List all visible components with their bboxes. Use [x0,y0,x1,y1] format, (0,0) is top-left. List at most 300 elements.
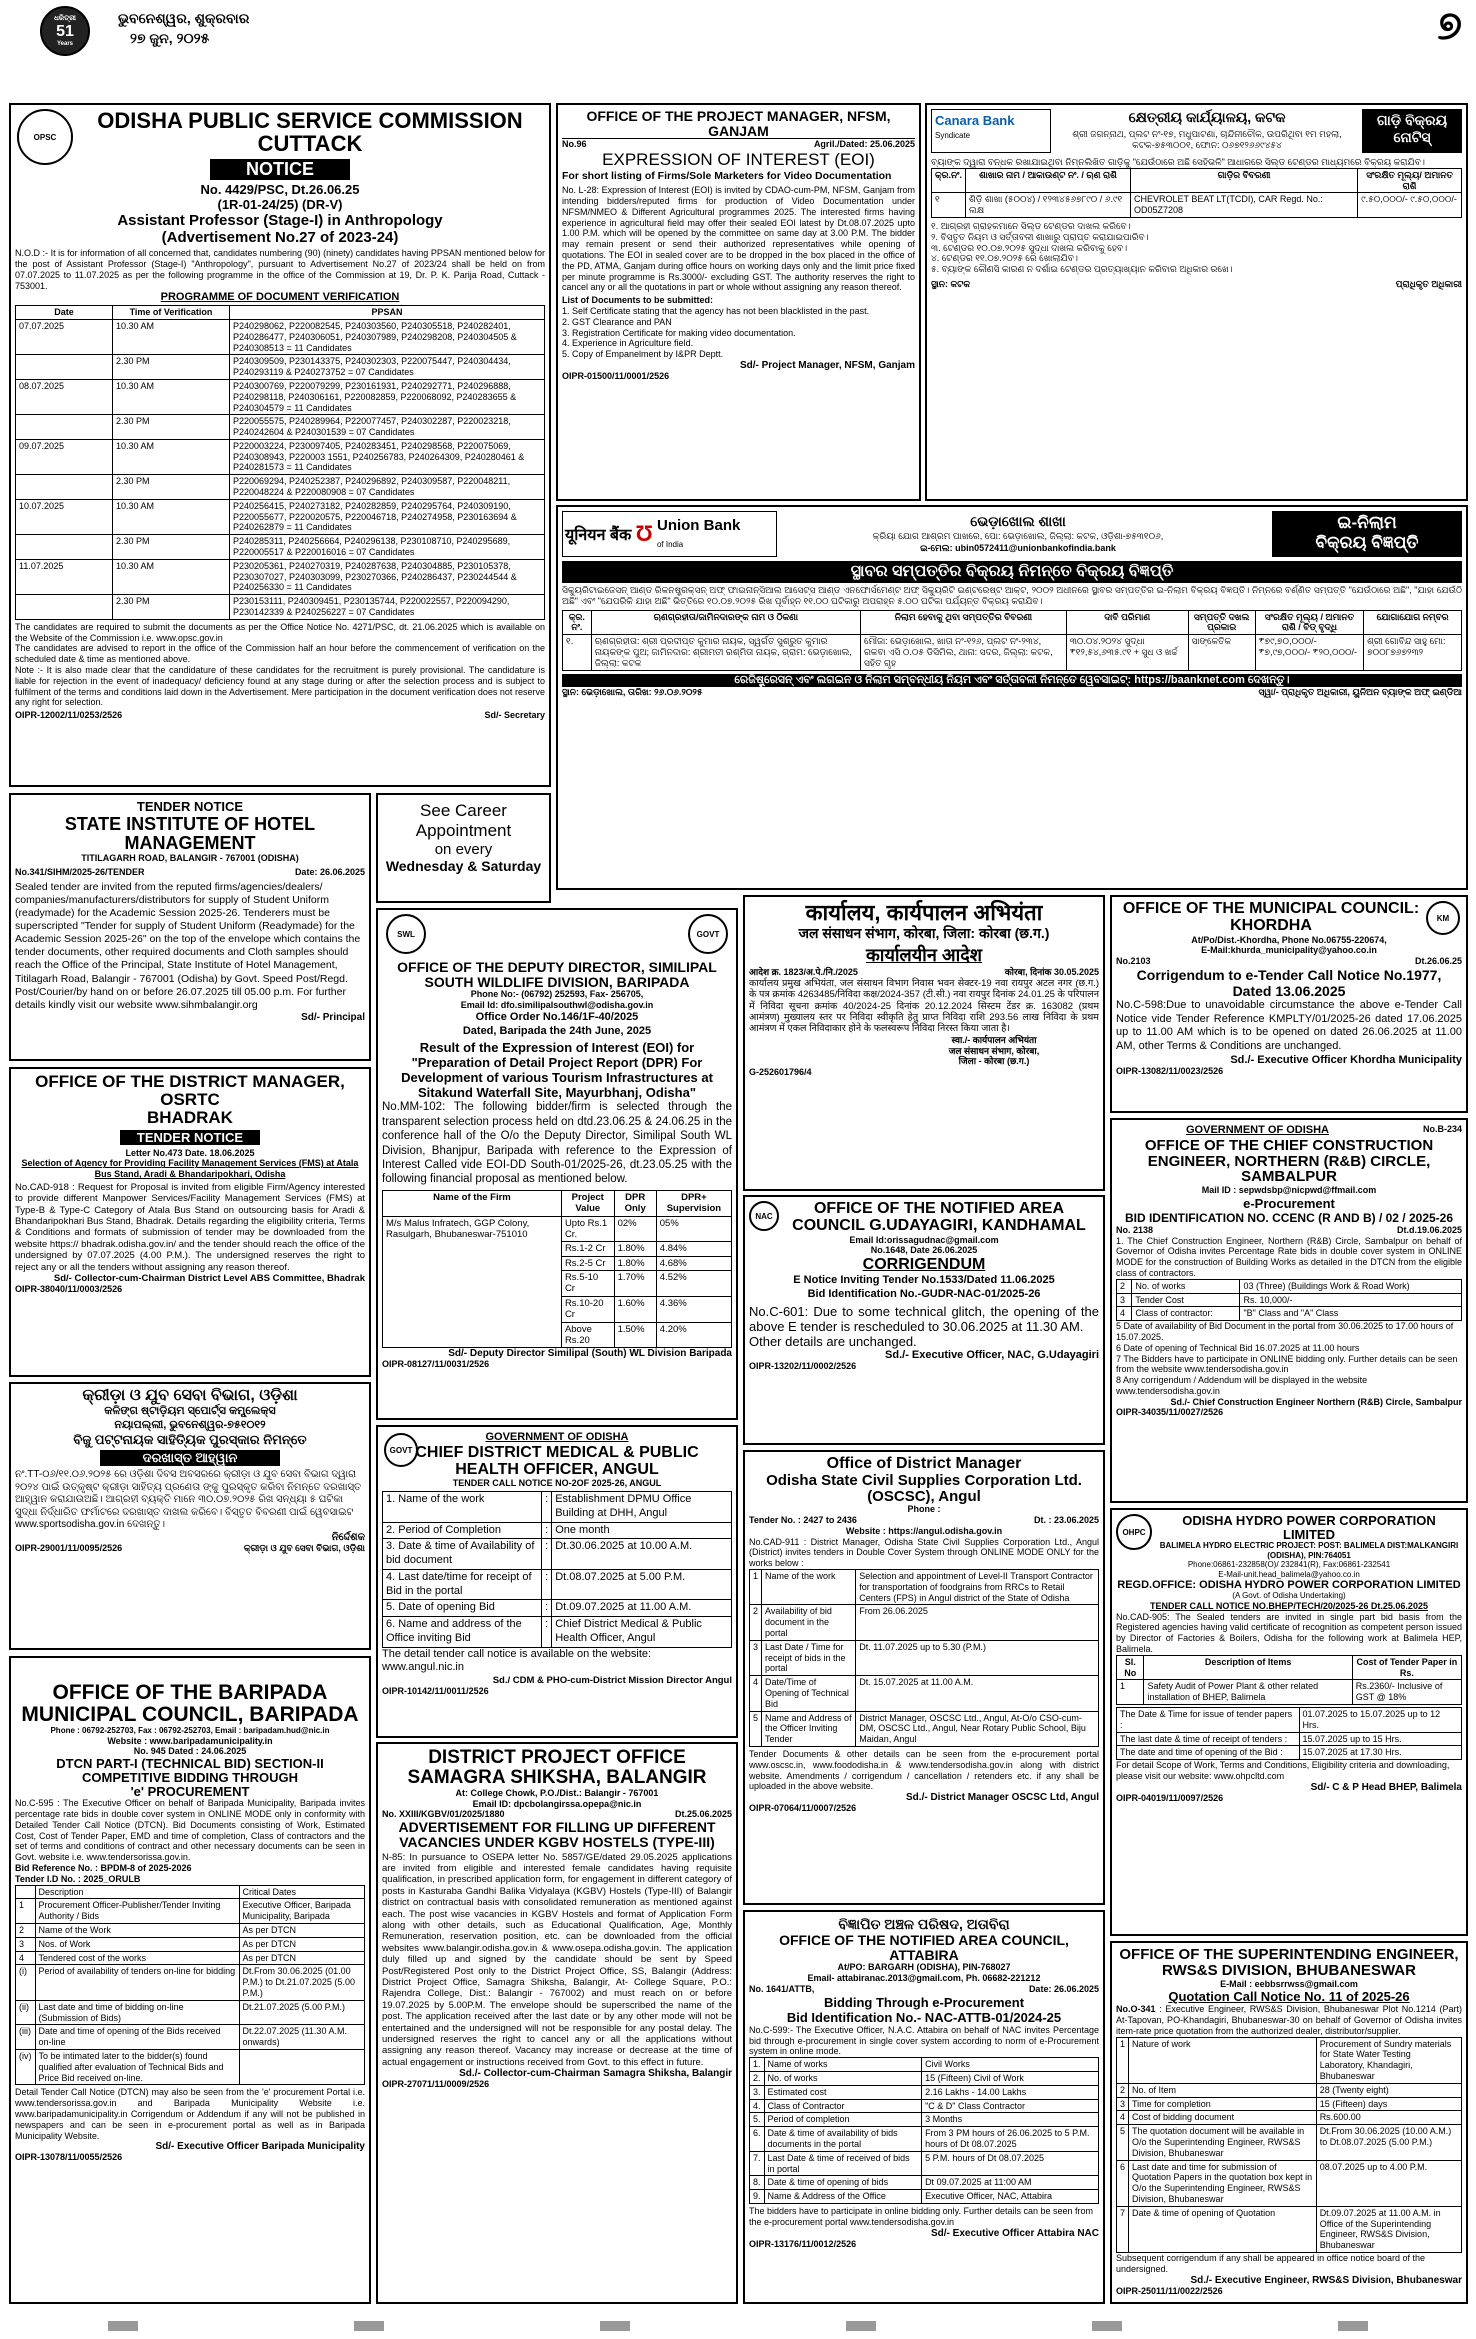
nfsm-signature: Sd/- Project Manager, NFSM, Ganjam [739,360,915,372]
opsc-cell [16,475,113,500]
similipal-firm: M/s Malus Infratech, GGP Colony, Rasulgarh, Bhubaneswar-751010 [383,1216,562,1348]
sambalpur-gov: GOVERNMENT OF ODISHA [1186,1124,1330,1136]
sambalpur-line-8: 8 Any corrigendum / Addendum will be displayed in the website www.tendersodisha.gov.in [1116,1375,1368,1396]
osrtc-title: OFFICE OF THE DISTRICT MANAGER, OSRTC [35,1072,345,1109]
union-logo [562,511,777,557]
similipal-date: Dated, Baripada the 24th June, 2025 [462,1024,652,1037]
sihm-number: No.341/SIHM/2025-26/TENDER [15,866,145,877]
similipal-cell: Above Rs.20 [561,1322,614,1348]
oscsc-cell: 5 [750,1711,762,1746]
ssa-date: Dt.25.06.2025 [674,1809,732,1820]
korba-sig-3: जिला - कोरबा (छ.ग.) [958,1056,1030,1067]
baripada-cell: Dt.22.07.2025 (11.30 A.M. onwards) [239,2025,364,2050]
registration-mark [600,2321,630,2331]
oscsc-signature: Sd./- District Manager OSCSC Ltd, Angul [906,1792,1099,1804]
union-tag-1: ଇ-ନିଲାମ [1337,513,1397,532]
union-cell: ୧. [563,635,592,670]
rwss-cell: Dt.From 30.06.2025 (10.00 A.M.) to Dt.08.07.2025 (5.00 P.M.) [1316,2125,1461,2160]
similipal-cell: 1.70% [614,1271,656,1297]
nfsm-number: No.96 [562,139,587,150]
angul-cell: Dt.30.06.2025 at 10.00 A.M. [552,1539,732,1570]
ohpc-body: No.CAD-905: The Sealed tenders are invited in single part bid basis from the Registered agencies having valid certificate of recognition as competent person issued by Director of Factories & Boilers, Odisha for the following work at Balimela HEP, Balimela. [1116,1611,1462,1654]
korba-date: कोरबा, दिनांक 30.05.2025 [1004,967,1099,978]
angul-cell: : [542,1539,552,1570]
list-item: 3. Registration Certificate for making video documentation. [562,327,796,338]
angul-cell: : [542,1492,552,1523]
canara-col-price: ସଂରକ୍ଷିତ ମୂଲ୍ୟ/ ଅମାନତ ରାଶି [1358,168,1462,193]
ohpc-ref: OIPR-04019/11/0097/2526 [1116,1792,1224,1803]
table-row [16,1965,365,2000]
angul-title: CHIEF DISTRICT MEDICAL & PUBLIC HEALTH OFFICER, ANGUL [415,1443,699,1478]
baripada-cell: To be intimated later to the bidder(s) found qualified after evaluation of Technical Bids and Price Bid received on-line. [35,2049,239,2084]
oscsc-cell: District Manager, OSCSC Ltd., Angul, At-O/o CSO-cum-DM, OSCSC Ltd., Angul, Near Rotary Public School, Biju Maidan, Angul [856,1711,1099,1746]
table-row [1117,1707,1462,1732]
table-row [16,2025,365,2050]
table-row [16,1923,365,1937]
osrtc-letter: Letter No.473 Date. 18.06.2025 [125,1147,255,1158]
opsc-cell: P220003224, P230097405, P240283451, P240298568, P220075069, P240308943, P220003 1551, P240256783, P240264309, P240280461 & P240281573 = 11 Candidates [230,439,545,474]
similipal-cell: Rs.1-2 Cr [561,1242,614,1256]
union-intro: ସିକ୍ୟୁରିଟାଇଜେସନ୍ ଆଣ୍ଡ ରିକନଷ୍ଟ୍ରକ୍ସନ୍ ଅଫ୍ ଫାଇନାନ୍ସିଆଲ ଆସେଟ୍ସ ଆଣ୍ଡ ଏନଫୋର୍ସମେଣ୍ଟ ଅଫ୍ ସିକ୍ୟୁରିଟି ଇଣ୍ଟରେଷ୍ଟ ଆକ୍ଟ, ୨୦୦୨ ଅଧୀନରେ ସ୍ଥାବର ସମ୍ପତ୍ତିର ଇ-ନିଲାମ ବିକ୍ରୟ ବିଜ୍ଞପ୍ତି। ନିମ୍ନରେ ବର୍ଣ୍ଣିତ ସମ୍ପତ୍ତି "ଯେଉଁଠାରେ ଅଛି", "ଯାହା ଯେଉଁଠି ଅଛି" ଏବଂ "ଯେପରିକି ଯାହା ଅଛି" ଭିତ୍ତିରେ ୧୦.୦୭.୨୦୨୫ ରିଖ ପୂର୍ବାହ୍ନ ୧୧.୦୦ ଘଟିକାରୁ ଅପରାହ୍ନ ୫.୦୦ ଘଟିକା ପର୍ଯ୍ୟନ୍ତ ବିକ୍ରୟ କରାଯିବ। [562,585,1462,606]
attabira-ref: OIPR-13176/11/0012/2526 [749,2238,857,2249]
oscsc-tender [743,1450,1105,1905]
canara-place: ସ୍ଥାନ: କଟକ [931,278,971,289]
khordha-heading: Corrigendum to e-Tender Call Notice No.1977, Dated 13.06.2025 [1136,966,1442,999]
print-registration-strip [0,2318,1476,2334]
attabira-number: No. 1641/ATTB, [749,1983,815,1994]
opsc-cell: 10.07.2025 [16,499,113,534]
baripada-table [15,1885,365,2086]
badge-number: 51 [56,23,74,40]
table-row [750,2190,1099,2204]
sambalpur-cell: Rs. 10,000/- [1240,1293,1462,1307]
attabira-cell: 2. [750,2071,765,2085]
canara-cell: CHEVROLET BEAT LT(TCDI), CAR Regd. No.: OD05Z7208 [1131,193,1358,218]
attabira-cell: From 3 PM hours of 26.06.2025 to 5 P.M. hours of Dt 08.07.2025 [922,2127,1099,2152]
rwss-cell: Last date and time for submission of Quotation Papers in the quotation box kept in O/o the Superintending Engineer, RWS&S Division, Bhubaneswar [1129,2160,1317,2206]
osrtc-subject: Selection of Agency for Providing Facility Management Services (FMS) at Atala Bus Stand, Aradi & Bhandaripokhari, Odisha [21,1158,359,1180]
table-row [1117,1279,1462,1293]
baripada-cell: Nos. of Work [35,1937,239,1951]
sambalpur-bid-id: BID IDENTIFICATION NO. CCENC (R AND B) / 02 / 2025-26 [1124,1210,1454,1225]
opsc-programme-title: PROGRAMME OF DOCUMENT VERIFICATION [160,291,400,304]
rwss-cell: 28 (Twenty eight) [1316,2083,1461,2097]
similipal-email: Email Id: dfo.similipalsouthwl@odisha.gov.in [460,1000,654,1011]
canara-col-branch: ଶାଖାର ନାମ / ଆକାଉଣ୍ଟ ନଂ. / ଋଣ ରାଶି [966,168,1131,193]
nfsm-eoi [556,103,921,501]
canara-signature: ପ୍ରାଧିକୃତ ଅଧିକାରୀ [1395,278,1462,289]
attabira-cell: Civil Works [922,2058,1099,2072]
khordha-date: Dt.26.06.25 [1414,956,1462,967]
angul-cell: Dt.09.07.2025 at 11.00 A.M. [552,1600,732,1617]
career-line-3: on every [434,841,493,858]
oscsc-date: Dt. : 23.06.2025 [1033,1515,1099,1526]
opsc-schedule-table [15,305,545,620]
union-place: ସ୍ଥାନ: ଭେଡ଼ାଖୋଲ, ତାରିଖ: ୨୬.୦୬.୨୦୨୫ [562,686,703,697]
khordha-email: E-Mail:khurda_municipality@yahoo.co.in [1201,945,1377,956]
sambalpur-mail: Mail ID : sepwdsbp@nicpwd@ffmail.com [1201,1185,1377,1195]
ohpc-cell: 1 [1117,1680,1144,1705]
odisha-emblem-icon: GOVT [688,914,728,954]
ssa-address: At: College Chowk, P.O./Dist.: Balangir - 767001 [455,1787,659,1798]
angul-gov: GOVERNMENT OF ODISHA [485,1431,629,1443]
baripada-cell [239,2049,364,2084]
attabira-cell: Executive Officer, NAC, Attabira [922,2190,1099,2204]
canara-syndicate: Syndicate [935,131,971,140]
baripada-cell: 3 [16,1937,36,1951]
union-col: ସମ୍ପତ୍ତି ଦଖଲ ପ୍ରକାର [1188,610,1255,635]
rwss-cell: 08.07.2025 up to 4.00 P.M. [1316,2160,1461,2206]
opsc-cell: 2.30 PM [113,475,230,500]
osrtc-signature: Sd/- Collector-cum-Chairman District Level ABS Committee, Bhadrak [53,1273,365,1285]
opsc-cell: 10.30 AM [113,559,230,594]
khordha-address: At/Po/Dist.-Khordha, Phone No.06755-220674, [1191,934,1387,945]
union-col: ଯୋଗାଯୋଗ ନମ୍ବର [1364,610,1462,635]
sambalpur-cell: Class of contractor: [1132,1307,1240,1321]
similipal-col: DPR Only [614,1190,656,1216]
list-item: 1. Self Certificate stating that the agency has not been blacklisted in the past. [562,306,870,317]
sambalpur-signature: Sd./- Chief Construction Engineer Northern (R&B) Circle, Sambalpur [1170,1396,1462,1407]
opsc-notice [9,103,551,787]
angul-cell: 4. Last date/time for receipt of Bid in the portal [383,1569,542,1600]
opsc-cell: 2.30 PM [113,595,230,620]
union-email: ଇ-ମେଲ: ubin0572411@unionbankofindia.bank [920,543,1116,553]
similipal-cell: 1.80% [614,1242,656,1256]
ohpc-email: E-Mail-unit.head_balimela@yahoo.co.in [1218,1570,1360,1580]
table-row [16,499,545,534]
korba-subtitle: जल संसाधन संभाग, कोरबा, जिला: कोरबा (छ.ग.) [798,925,1050,942]
union-cell: ସାଙ୍କେତିକ [1188,635,1255,670]
khordha-emblem-icon: KM [1426,901,1460,935]
registration-mark [846,2321,876,2331]
baripada-cell: As per DTCN [239,1923,364,1937]
attabira-footer: The bidders have to participate in online bidding only. Further details can be seen from the e-procurement portal www.tendersodisha.gov.in [749,2205,1094,2227]
rwss-heading: Quotation Call Notice No. 11 of 2025-26 [1168,1989,1410,2005]
oscsc-body: No.CAD-911 : District Manager, Odisha State Civil Supplies Corporation Ltd., Angul (District) invites tenders in Double Cover System through ONLINE MODE ONLY for the works below : [749,1536,1099,1569]
angul-cell: 1. Name of the work [383,1492,542,1523]
opsc-title: ODISHA PUBLIC SERVICE COMMISSION [97,108,523,133]
baripada-cell: (ii) [16,2000,36,2025]
table-row [383,1569,732,1600]
sambalpur-title: OFFICE OF THE CHIEF CONSTRUCTION ENGINEER, NORTHERN (R&B) CIRCLE, SAMBALPUR [1144,1136,1434,1186]
oscsc-cell: 4 [750,1676,762,1711]
table-row [1117,2206,1462,2252]
canara-intro: ବ୍ୟାଙ୍କ ଦ୍ୱାରା ବନ୍ଧକ ରଖାଯାଇଥିବା ନିମ୍ନଲିଖିତ ଗାଡ଼ିକୁ "ଯେଉଁଠାରେ ଅଛି ସେହିଭଳି" ଆଧାରରେ ସିଲ୍ଡ ଟେଣ୍ଡର ମାଧ୍ୟମରେ ବିକ୍ରୟ କରାଯିବ। [931,157,1425,167]
angul-cell: Dt.08.07.2025 at 5.00 P.M. [552,1569,732,1600]
similipal-order: Office Order No.146/1F-40/2025 [475,1010,639,1023]
sports-body: ନଂ.TT-୦୬/୧୧.୦୬.୨୦୨୫ ରେ ଓଡ଼ିଶା ଦିବସ ଅବସରରେ କ୍ରୀଡ଼ା ଓ ଯୁବ ସେବା ବିଭାଗ ଦ୍ୱାରା ୨୦୨୪ ପାଇଁ ଉତ୍କୃଷ୍ଟ କ୍ରୀଡ଼ା ସାହିତ୍ୟ ପ୍ରଣେତା ଙ୍କୁ ପୁରସ୍କୃତ କରିବା ନିମନ୍ତେ ଦରଖାସ୍ତ ଆହ୍ୱାନ କରାଯାଉଅଛି। ଆଗ୍ରହୀ ବ୍ୟକ୍ତି ମାନେ ୩୦.୦୭.୨୦୨୫ ରିଖ ସନ୍ଧ୍ୟା ୫ ଘଟିକା ସୁଦ୍ଧା ନିର୍ଦ୍ଧାରିତ ଫର୍ମାଟରେ ଦରଖାସ୍ତ ଦାଖଲ କରିବେ। ବିସ୍ତୃତ ବିବରଣୀ ପାଇଁ ୱେବସାଇଟ www.sportsodisha.gov.in ଦେଖନ୍ତୁ। [15,1469,362,1531]
sambalpur-table [1116,1279,1462,1321]
similipal-cell: 02% [614,1216,656,1242]
opsc-footnote-3: Note :- It is also made clear that the candidature of these candidates for the recruitment is purely provisional. The candidature is liable for rejection in the event of inadequacy/ deficiency found at any stage during or after the selection process and is subject to fulfilment of the terms and conditions laid down in the Advertisement. Mere participation in the document verification does not reserve any right for selection. [15,665,545,708]
attabira-tender [743,1910,1105,2304]
baripada-cell: Description [35,1885,239,1899]
masthead [0,0,1476,62]
table-row [383,1539,732,1570]
similipal-signature: Sd/- Deputy Director Similipal (South) WL Division Baripada [448,1348,732,1360]
angul-footer: The detail tender call notice is available on the website: www.angul.nic.in [382,1647,652,1674]
attabira-cell: 4. [750,2099,765,2113]
nfsm-heading: EXPRESSION OF INTEREST (EOI) [602,150,875,170]
angul-cell: : [542,1569,552,1600]
attabira-cell: Class of Contractor [764,2099,922,2113]
sambalpur-cell: 2 [1117,1279,1132,1293]
canara-table [931,168,1462,218]
table-row [750,2176,1099,2190]
table-row [1117,2097,1462,2111]
table-row [383,1216,732,1242]
table-row [383,1522,732,1539]
registration-mark [354,2321,384,2331]
union-col: ସଂରକ୍ଷିତ ମୂଲ୍ୟ / ଅମାନତ ରାଶି / ବିଡ୍ ବୃଦ୍ଧି [1255,610,1363,635]
union-cell: ₹୭୯,୭୦,୦୦୦/- ₹୭,୯୭,୦୦୦/- ₹୨୦,୦୦୦/- [1255,635,1363,670]
union-branch: ଭେଡ଼ାଖୋଲ ଶାଖା [970,513,1066,529]
badge-sub: Years [56,41,74,47]
oscsc-cell: Dt. 11.07.2025 up to 5.30 (P.M.) [856,1640,1099,1675]
canara-tag [1362,109,1462,153]
union-tag [1272,511,1462,557]
table-row [750,2127,1099,2152]
baripada-bid-ref: Bid Reference No. : BPDM-8 of 2025-2026 [15,1862,192,1873]
baripada-phone: Phone : 06792-252703, Fax : 06792-252703, Email : baripadam.hud@nic.in [50,1726,330,1736]
opsc-cell [16,595,113,620]
opsc-cell [16,355,113,380]
baripada-cell: Dt.21.07.2025 (5.00 P.M.) [239,2000,364,2025]
similipal-cell: 1.60% [614,1296,656,1322]
opsc-cell: P240300769, P220079299, P230161931, P240292771, P240296888, P240298118, P240306161, P220082859, P220068092, P240283655 & P240304579 = 11 Candidates [230,379,545,414]
table-row [16,1937,365,1951]
angul-cell: 3. Date & time of Availability of bid document [383,1539,542,1570]
rwss-cell: 5 [1117,2125,1129,2160]
similipal-cell: Upto Rs.1 Cr. [561,1216,614,1242]
rwss-footer: Subsequent corrigendum if any shall be appeared in office notice board of the undersigned. [1116,2253,1426,2274]
opsc-cell: P230205361, P240270319, P240287638, P240304885, P230105378, P230307027, P240303099, P230270366, P240286437, P230244544 & P240256330 = 11 Candidates [230,559,545,594]
oscsc-website: Website : https://angul.odisha.gov.in [845,1525,1003,1536]
table-row [16,559,545,594]
angul-cell: 6. Name and address of the Office inviting Bid [383,1617,542,1648]
similipal-body: No.MM-102: The following bidder/firm is selected through the transparent selection process held on dtd.23.06.25 & 24.06.25 in the conference hall of the O/o the Deputy Director, Similipal South WL Division, Bhanjpur, Baripada with reference to the Expression of Interest Called vide EOI-DD South-01/2025-26, dt.23.05.25 with the following financial proposal as mentioned below. [382,1101,732,1186]
registration-mark [1092,2321,1122,2331]
similipal-cell: Rs.2-5 Cr [561,1256,614,1270]
udayagiri-number: No.1648, Date 26.06.2025 [870,1245,978,1256]
ohpc-table [1116,1655,1462,1705]
osrtc-notice-label: TENDER NOTICE [120,1130,260,1145]
opsc-cell [16,535,113,560]
udayagiri-sub-2: Bid Identification No.-GUDR-NAC-01/2025-26 [807,1287,1041,1300]
khordha-signature: Sd./- Executive Officer Khordha Municipality [1230,1053,1462,1066]
union-table [562,610,1462,671]
career-ad [376,793,551,903]
attabira-cell: 2.16 Lakhs - 14.00 Lakhs [922,2085,1099,2099]
table-row [16,319,545,354]
rwss-cell: 1 [1117,2037,1129,2083]
sambalpur-rb-tender [1110,1118,1468,1503]
baripada-footer: Detail Tender Call Notice (DTCN) may also be seen from the 'e' procurement Portal i.e. www.tendersorissa.gov.in and Baripada Municipality Website i.e. www.baripadamunicipality.in Corrigendum or Addendum if any will not be published in newspapers and can be seen in e-procurement portal as well as in Baripada Municipality Website. [15,2087,365,2141]
baripada-website: Website : www.baripadamunicipality.in [107,1735,273,1746]
baripada-cell: 4 [16,1951,36,1965]
union-col: ଦାବି ପରିମାଣ [1066,610,1188,635]
ohpc-title: ODISHA HYDRO POWER CORPORATION LIMITED [1182,1513,1436,1542]
ohpc-footer: For detail Scope of Work, Terms and Conditions, Eligibility criteria and downloading, please visit our website: www.ohpcltd.com [1116,1760,1450,1781]
sports-award: ବିଜୁ ପଟ୍ଟନାୟକ ସାହିତ୍ୟିକ ପୁରସ୍କାର ନିମନ୍ତେ [73,1432,307,1448]
rwss-cell: The quotation document will be available in O/o the Superintending Engineer, RWS&S Division, Bhubaneswar [1129,2125,1317,2160]
attabira-cell: Last Date & time of received of bids in portal [764,2151,922,2176]
nfsm-document-list [562,306,915,360]
rwss-cell: 2 [1117,2083,1129,2097]
baripada-cell: Executive Officer, Baripada Municipality, Baripada [239,1899,364,1924]
udayagiri-signature: Sd./- Executive Officer, NAC, G.Udayagiri [885,1348,1099,1361]
canara-address: ଶ୍ରୀ ଜଗନ୍ନାଥ, ପ୍ଲଟ ନଂ-୧୭, ମଧୁପାଟଣା, ଚାନ୍ଦିନୀଚୌକ, ଉପରିଥିବା ୧ମ ମହଲା, କଟକ-୭୫୩୦୦୧, ଫୋନ: ୦୬୭୧୨୬୬୯୪୫୪ [1072,129,1342,150]
sambalpur-cell: 03 (Three) (Buildings Work & Road Work) [1240,1279,1462,1293]
similipal-col: DPR+ Supervision [656,1190,731,1216]
masthead-city-day: ଭୁବନେଶ୍ୱର, ଶୁକ୍ରବାର [118,10,250,26]
list-item: ୩. ଟେଣ୍ଡର ୧୦.୦୭.୨୦୨୫ ସୁଦ୍ଧା ଦାଖଲ କରିବାକୁ ହେବ। [931,242,1128,253]
attabira-cell: Date & time of availability of bids documents in the portal [764,2127,922,2152]
list-item: 2. GST Clearance and PAN [562,316,672,327]
attabira-odia-title: ବିଜ୍ଞାପିତ ଅଞ୍ଚଳ ପରିଷଦ, ଅତାବିରା [838,1916,1010,1932]
union-col: ଋଣଗ୍ରହୀତା/ଜାମିନଦାରଙ୍କ ନାମ ଓ ଠିକଣା [591,610,860,635]
oscsc-cell: From 26.06.2025 [856,1605,1099,1640]
ohpc-logo-icon: OHPC [1116,1514,1152,1550]
baripada-cell: As per DTCN [239,1951,364,1965]
oscsc-cell: 1 [750,1570,762,1605]
khordha-title: OFFICE OF THE MUNICIPAL COUNCIL: KHORDHA [1122,900,1420,934]
canara-terms [931,221,1462,275]
udayagiri-ref: OIPR-13202/11/0002/2526 [749,1360,857,1371]
page-number: ୭ [1437,4,1462,48]
similipal-table [382,1190,732,1349]
registration-mark [108,2321,138,2331]
sambalpur-body: 1. The Chief Construction Engineer, Northern (R&B) Circle, Sambalpur on behalf of Governor of Odisha invites Percentage Rate bids in double cover system in ONLINE MODE for the construction of Building Works as detailed in the DTCN from the eligible class of contractors. [1116,1235,1462,1278]
ohpc-regd-sub: (A Govt. of Odisha Undertaking) [1232,1591,1346,1601]
badge-top: ଧରିତ୍ରୀ [54,15,76,22]
table-row [16,1885,365,1899]
table-row [16,595,545,620]
udayagiri-title: OFFICE OF THE NOTIFIED AREA COUNCIL G.UDAYAGIRI, KANDHAMAL [792,1200,1086,1234]
table-row [1117,2125,1462,2160]
table-row [383,1492,732,1523]
similipal-cell: 1.80% [614,1256,656,1270]
rwss-body [1116,2004,1462,2036]
ohpc-col: Description of Items [1144,1655,1352,1680]
union-cell: ଶ୍ରୀ ଗୋବିନ୍ଦ ସାହୁ ମୋ: ୭୦୦୮୭୬୭୨୩୨ [1364,635,1462,670]
attabira-cell: "C & D" Class Contractor [922,2099,1099,2113]
rwss-cell: 4 [1117,2111,1129,2125]
list-item: ୪. ଟେଣ୍ଡର ୧୧.୦୭.୨୦୨୫ ରେ ଖୋଲାଯିବ। [931,253,1078,264]
angul-cell: : [542,1522,552,1539]
canara-logo [931,109,1051,153]
rwss-cell: 3 [1117,2097,1129,2111]
table-row [16,2049,365,2084]
baripada-number: No. 945 Dated : 24.06.2025 [133,1746,247,1757]
attabira-table [749,2057,1099,2204]
attabira-cell: 3 Months [922,2113,1099,2127]
ssa-email: Email ID: dpcbolangirssa.opepa@nic.in [472,1798,642,1809]
similipal-cell: 4.68% [656,1256,731,1270]
rwss-cell: Rs.600.00 [1316,2111,1461,2125]
baripada-cell: Critical Dates [239,1885,364,1899]
similipal-cell: 05% [656,1216,731,1242]
korba-sig-1: स्वा./- कार्यपालन अभियंता [951,1034,1037,1045]
similipal-logo-icon: SWL [386,914,426,954]
opsc-city: CUTTACK [257,131,363,157]
rwss-cell: Dt.09.07.2025 at 11.00 A.M. in Office of the Superintending Engineer, RWS&S Division, Bhubaneswar [1316,2206,1461,2252]
table-row [1117,1307,1462,1321]
oscsc-cell: Date/Time of Opening of Technical Bid [762,1676,856,1711]
union-cell: ଋଣଗ୍ରହୀତା: ଶ୍ରୀ ପ୍ରଦୀପ୍ତ କୁମାର ନାୟକ, ସ୍ୱର୍ଗତ ସୁଶ୍ରୁତ କୁମାର ନାୟକଙ୍କ ପୁଅ; ଜାମିନଦାର: ଶ୍ରୀମତୀ ରଶ୍ମିତା ନାୟକ, ଗ୍ରାମ: ଭେଡ଼ାଖୋଲ, ଜିଲ୍ଲା: କଟକ [591,635,860,670]
ohpc-date-cell: 15.07.2025 up to 15 Hrs. [1299,1732,1461,1746]
career-line-4: Wednesday & Saturday [385,858,542,874]
opsc-notice-label: NOTICE [210,159,350,180]
attabira-cell: No. of works [764,2071,922,2085]
osrtc-city: BHADRAK [147,1107,233,1127]
sambalpur-cell: "B" Class and "A" Class [1240,1307,1462,1321]
ohpc-cell: Safety Audit of Power Plant & other related installation of BHEP, Balimela [1144,1680,1352,1705]
rwss-cell: Nature of work [1129,2037,1317,2083]
table-row [750,2071,1099,2085]
sambalpur-no-b: No.B-234 [1422,1124,1462,1134]
samagra-shiksha-advt [376,1742,738,2304]
attabira-heading: Bidding Through e-Procurement [823,1994,1025,2010]
table-row [750,1570,1099,1605]
opsc-cell [16,415,113,440]
ohpc-date-cell: 15.07.2025 at 17.30 Hrs. [1299,1746,1461,1760]
rwss-title: OFFICE OF THE SUPERINTENDING ENGINEER, RWS&S DIVISION, BHUBANESWAR [1119,1946,1459,1979]
ohpc-cell: Rs.2360/- Inclusive of GST @ 18% [1352,1680,1461,1705]
union-banner: ସ୍ଥାବର ସମ୍ପତ୍ତିର ବିକ୍ରୟ ନିମନ୍ତେ ବିକ୍ରୟ ବିଜ୍ଞପ୍ତି [562,561,1462,583]
angul-cell: Chief District Medical & Public Health Officer, Angul [552,1617,732,1648]
table-row [750,2099,1099,2113]
attabira-cell: 15 (Fifteen) Civil of Work [922,2071,1099,2085]
sports-invitation: ଦରଖାସ୍ତ ଆହ୍ୱାନ [100,1450,280,1466]
similipal-eoi-result [376,908,738,1420]
baripada-cell: 1 [16,1899,36,1924]
opsc-post: Assistant Professor (Stage-I) in Anthropology [117,212,443,230]
nfsm-subheading: For short listing of Firms/Sole Marketers for Video Documentation [562,170,892,183]
oscsc-cell: Name of the work [762,1570,856,1605]
table-row [750,2151,1099,2176]
udayagiri-sub-1: E Notice Inviting Tender No.1533/Dated 11.06.2025 [793,1274,1055,1287]
attabira-cell: 3. [750,2085,765,2099]
angul-cell: : [542,1600,552,1617]
oscsc-cell: Last Date / Time for receipt of bids in the portal [762,1640,856,1675]
angul-ref: OIPR-10142/11/0011/2526 [382,1686,489,1697]
baripada-tender [9,1656,371,2304]
sihm-tender [9,793,371,1061]
table-row [750,2058,1099,2072]
sambalpur-heading: e-Procurement [1243,1195,1335,1211]
baripada-cell: Procurement Officer-Publisher/Tender Inviting Authority / Bids [35,1899,239,1924]
table-row [1117,2083,1462,2097]
opsc-emblem-icon: OPSC [17,109,73,165]
registration-mark [1338,2321,1368,2331]
attabira-cell: 5 P.M. hours of Dt 08.07.2025 [922,2151,1099,2176]
korba-sig-2: जल संसाधन संभाग, कोरबा, [948,1045,1040,1056]
khordha-ref: OIPR-13082/11/0023/2526 [1116,1065,1224,1076]
canara-cell: ୯.୫୦,୦୦୦/- ୯.୫୦,୦୦୦/- [1358,193,1462,218]
ohpc-date-cell: The last date & time of receipt of tenders : [1117,1732,1300,1746]
attabira-cell: Name of works [764,2058,922,2072]
attabira-cell: Name & Address of the Office [764,2190,922,2204]
sihm-date: Date: 26.06.2025 [294,866,365,877]
similipal-cell: 4.20% [656,1322,731,1348]
nac-emblem-icon: NAC [749,1201,779,1231]
sihm-body: Sealed tender are invited from the reputed firms/agencies/dealers/ companies/manufacturers/distributors for supply of Student Uniform (readymade) for the Academic Session 2025-26. Tenderers must be superscripted "Tender for supply of Student Uniform (Readymade) for the Academic Session 2025-26" on the top of the envelope which contains the tender documents, other required documents and Cloth samples should reach the Office of the Principal, State Institute of Hotel Management, Titilagarh Road, Balangir - 767001 (Odisha) by Govt. Speed Post/Regd. Post/Courier/by hand on or before 26.07.2025 till 05.00 p.m. For further details kindly visit our website www.sihmbalangir.org [15,880,361,1011]
ohpc-col: Cost of Tender Paper in Rs. [1352,1655,1461,1680]
ssa-signature: Sd./- Collector-cum-Chairman Samagra Shiksha, Balangir [459,2068,732,2080]
similipal-phone: Phone No:- (06792) 252593, Fax- 256705, [470,989,644,1000]
rwss-number: No.O-341 [1116,2004,1156,2015]
